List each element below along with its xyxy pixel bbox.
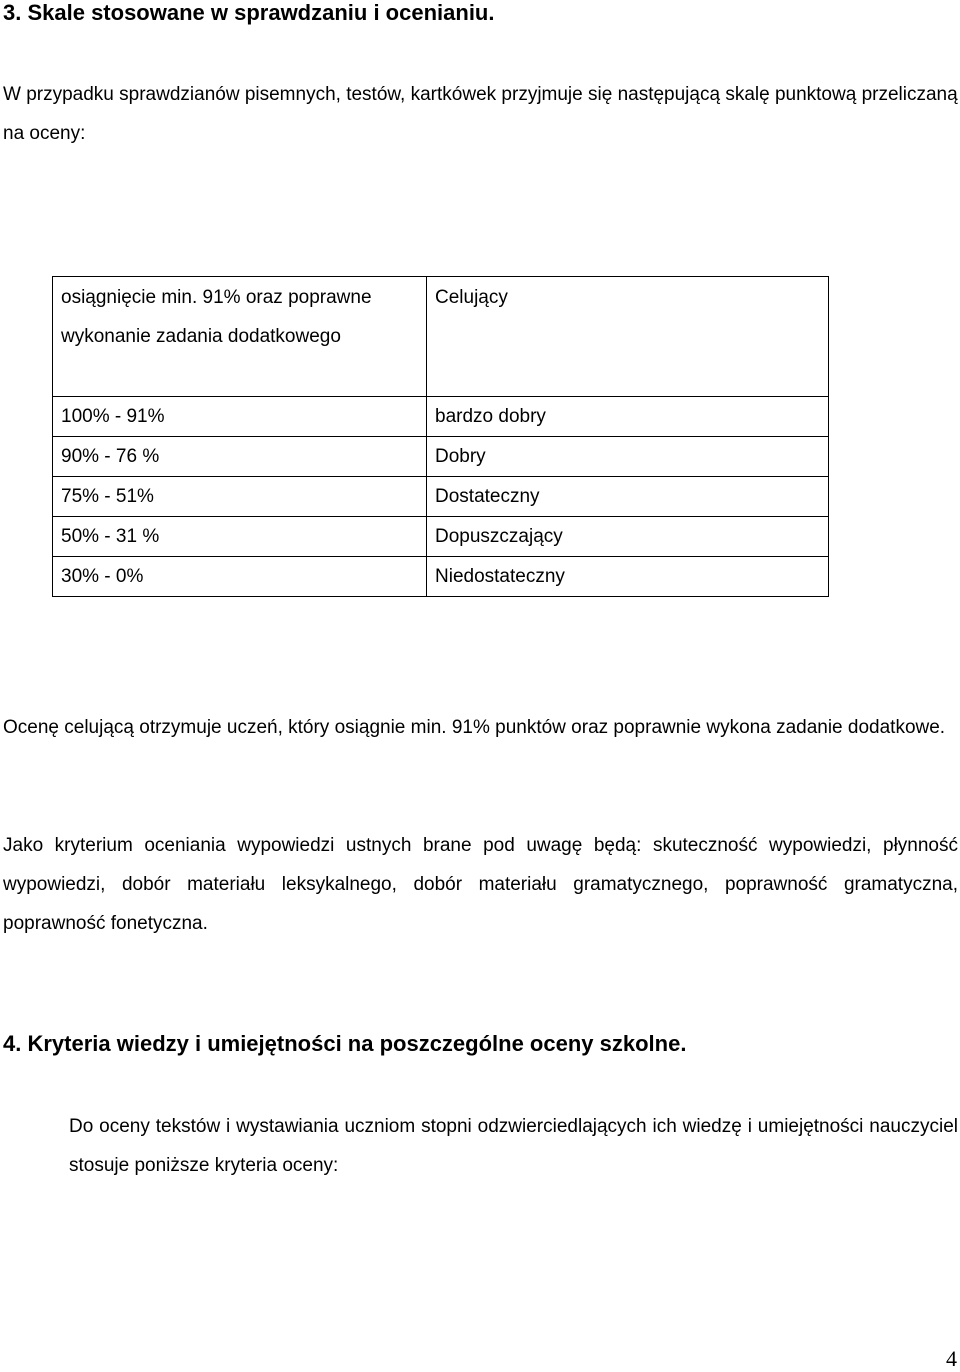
section-4-heading: 4. Kryteria wiedzy i umiejętności na poszczególne oceny szkolne. [3, 1031, 687, 1056]
grade-cell: Dobry [427, 437, 829, 477]
oral-criteria-paragraph: Jako kryterium oceniania wypowiedzi ustnych brane pod uwagę będą: skuteczność wypowiedzi, płynność wypowiedzi, dobór materiału leksykalnego, dobór materiału gramatycznego, poprawność gramatyczna, poprawność fonetyczna. [3, 835, 958, 934]
table-row [53, 397, 829, 437]
table-row [53, 517, 829, 557]
excellent-grade-note: Ocenę celującą otrzymuje uczeń, który osiągnie min. 91% punktów oraz poprawnie wykona zadanie dodatkowe. [3, 717, 946, 738]
page-number: 4 [946, 1346, 957, 1371]
range-cell: osiągnięcie min. 91% oraz poprawne wykonanie zadania dodatkowego [53, 277, 427, 397]
grade-cell: Celujący [427, 277, 829, 397]
grade-cell: bardzo dobry [427, 397, 829, 437]
grade-cell: Dopuszczający [427, 517, 829, 557]
scale-intro-paragraph: W przypadku sprawdzianów pisemnych, testów, kartkówek przyjmuje się następującą skalę punktową przeliczaną na oceny: [3, 84, 958, 144]
range-cell: 100% - 91% [53, 397, 427, 437]
table-row [53, 477, 829, 517]
table-row [53, 437, 829, 477]
range-cell: 50% - 31 % [53, 517, 427, 557]
grade-cell: Dostateczny [427, 477, 829, 517]
grading-scale-table [52, 276, 829, 597]
table-row [53, 277, 829, 397]
criteria-intro-paragraph: Do oceny tekstów i wystawiania uczniom stopni odzwierciedlających ich wiedzę i umiejętności nauczyciel stosuje poniższe kryteria oceny: [69, 1116, 958, 1176]
range-cell: 75% - 51% [53, 477, 427, 517]
section-3-heading: 3. Skale stosowane w sprawdzaniu i ocenianiu. [3, 0, 495, 25]
range-cell: 90% - 76 % [53, 437, 427, 477]
range-cell: 30% - 0% [53, 557, 427, 597]
table-row [53, 557, 829, 597]
grade-cell: Niedostateczny [427, 557, 829, 597]
